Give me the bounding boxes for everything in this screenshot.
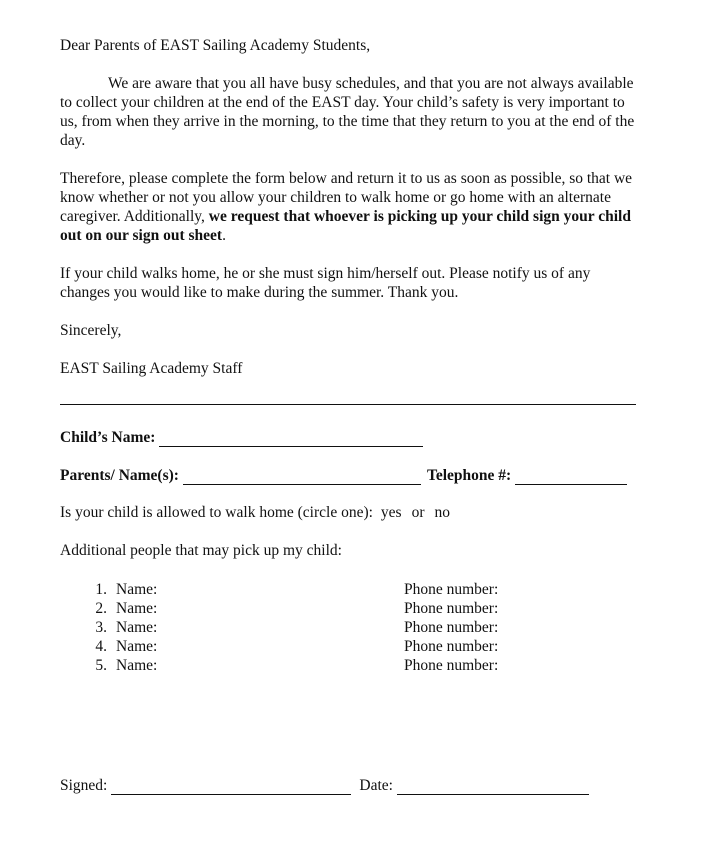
- pickup-phone-label[interactable]: Phone number:: [404, 619, 499, 636]
- telephone-field[interactable]: [515, 468, 627, 485]
- pickup-name-label[interactable]: Name:: [116, 581, 158, 598]
- child-name-field[interactable]: [159, 430, 423, 447]
- pickup-list: [60, 580, 640, 675]
- child-name-row: [60, 428, 640, 447]
- list-item-number: 3.: [95, 619, 107, 636]
- list-item-number: 4.: [95, 638, 107, 655]
- letter-closing: Sincerely,: [60, 322, 122, 339]
- list-item: [60, 656, 640, 675]
- pickup-phone-label[interactable]: Phone number:: [404, 600, 499, 617]
- date-label: Date:: [359, 777, 393, 794]
- list-item: [60, 580, 640, 599]
- child-name-label: Child’s Name:: [60, 429, 156, 446]
- form-divider: [60, 404, 636, 405]
- pickup-name-label[interactable]: Name:: [116, 619, 158, 636]
- paragraph-2-end: .: [222, 227, 226, 244]
- letter-signature: EAST Sailing Academy Staff: [60, 360, 243, 377]
- pickup-name-label[interactable]: Name:: [116, 600, 158, 617]
- letter-paragraph-1: We are aware that you all have busy schedules, and that you are not always available to collect your children at the end of the EAST day. Your child’s safety is very important to us, from when they arrive in the morning, to the time that they return to you at the end of the day.: [60, 75, 635, 149]
- paragraph-2-text: Therefore, please complete the form below and return it to us as soon as possible, so that we know whether or not you allow your children to walk home or go home with an alternate caregiver. Additionally,: [60, 170, 633, 225]
- walk-home-yes-option[interactable]: yes: [380, 504, 402, 521]
- letter-page: [60, 36, 640, 675]
- list-item-number: 2.: [95, 600, 107, 617]
- letter-paragraph-2: [60, 169, 640, 245]
- list-item: [60, 599, 640, 618]
- walk-home-or: or: [411, 504, 425, 521]
- additional-people-label: Additional people that may pick up my child:: [60, 542, 342, 559]
- list-item: [60, 618, 640, 637]
- signed-field[interactable]: [111, 778, 351, 795]
- parents-name-field[interactable]: [183, 468, 421, 485]
- pickup-name-label[interactable]: Name:: [116, 657, 158, 674]
- signature-row: [60, 776, 589, 795]
- parents-name-label: Parents/ Name(s):: [60, 467, 179, 484]
- letter-greeting: Dear Parents of EAST Sailing Academy Students,: [60, 37, 371, 54]
- walk-home-no-option[interactable]: no: [434, 504, 451, 521]
- date-field[interactable]: [397, 778, 589, 795]
- walk-home-question: Is your child is allowed to walk home (circle one):: [60, 504, 373, 521]
- list-item-number: 1.: [95, 581, 107, 598]
- list-item-number: 5.: [95, 657, 107, 674]
- letter-paragraph-3: If your child walks home, he or she must sign him/herself out. Please notify us of any changes you would like to make during the summer. Thank you.: [60, 265, 591, 301]
- walk-home-question-row: [60, 504, 640, 523]
- pickup-phone-label[interactable]: Phone number:: [404, 581, 499, 598]
- telephone-label: Telephone #:: [426, 467, 512, 484]
- pickup-phone-label[interactable]: Phone number:: [404, 638, 499, 655]
- list-item: [60, 637, 640, 656]
- pickup-name-label[interactable]: Name:: [116, 638, 158, 655]
- signed-label: Signed:: [60, 777, 108, 794]
- pickup-phone-label[interactable]: Phone number:: [404, 657, 499, 674]
- parents-row: [60, 466, 640, 485]
- paragraph-2-bold-request: we request that whoever is picking up your child sign your child out on our sign out sheet: [60, 208, 631, 244]
